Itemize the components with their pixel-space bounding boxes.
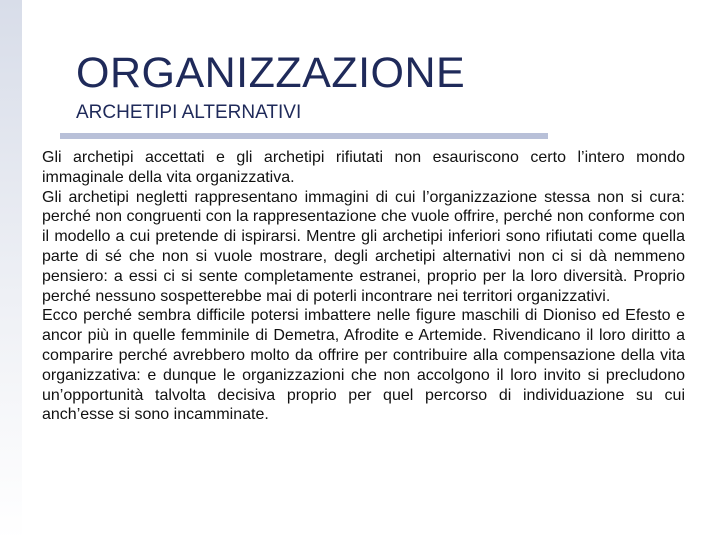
title-divider (60, 133, 548, 139)
slide-body (42, 148, 685, 425)
slide-title: ORGANIZZAZIONE (76, 49, 466, 97)
body-paragraph-1: Gli archetipi accettati e gli archetipi rifiutati non esauriscono certo l’intero mondo immaginale della vita organizzativa. (42, 149, 685, 186)
slide-subtitle: ARCHETIPI ALTERNATIVI (76, 102, 302, 123)
body-paragraph-2: Gli archetipi negletti rappresentano immagini di cui l’organizzazione stessa non si cura: perché non congruenti con la rappresentazione che vuole offrire, perché non conforme con il modello a cui pretende di ispirarsi. Mentre gli archetipi inferiori sono rifiutati come quella parte di sé che non si vuole mostrare, degli archetipi alternativi non ci si dà nemmeno pensiero: a essi ci si sente completamente estranei, proprio per la loro diversità. Proprio perché nessuno sospetterebbe mai di poterli incontrare nei territori organizzativi. (42, 188, 685, 305)
decorative-side-bar (0, 0, 22, 540)
body-paragraph-3: Ecco perché sembra difficile potersi imbattere nelle figure maschili di Dioniso ed Efesto e ancor più in quelle femminile di Demetra, Afrodite e Artemide. Rivendicano il loro diritto a comparire perché avrebbero molto da offrire per contribuire alla compensazione della vita organizzativa: e dunque le organizzazioni che non accolgono il loro invito si precludono un’opportunità talvolta decisiva proprio per quel percorso di individuazione su cui anch’esse si sono incamminate. (42, 307, 685, 424)
